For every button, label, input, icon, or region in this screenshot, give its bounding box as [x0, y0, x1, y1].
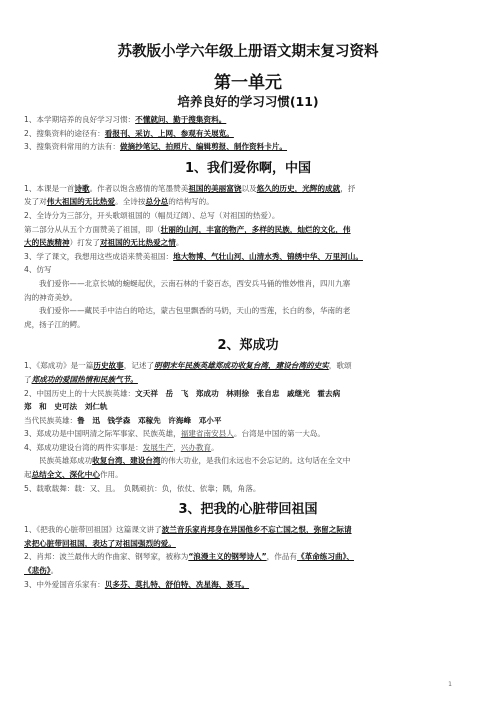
section-title-lesson-1: 1、我们爱你啊，中国: [184, 160, 312, 176]
section-title-lesson-3: 3、把我的心脏带回祖国: [178, 502, 318, 518]
answer: 求把心脏带回祖国，表达了对祖国强烈的爱。: [24, 538, 176, 548]
answer: 总结全文、深化中心: [31, 470, 100, 480]
habits-text: 1、本学期培养的良好学习习惯：: [24, 115, 136, 124]
text: ，作品有: [266, 552, 298, 562]
lesson2-line: [24, 414, 472, 428]
text: ，抒: [340, 183, 356, 193]
text: ）打发了: [69, 238, 100, 248]
answer: 《革命练习曲》、: [297, 552, 354, 562]
habits-answer: 做摘抄笔记、拍照片、编辑剪报、制作资料卡片。: [119, 142, 288, 152]
text: 3、中外爱国音乐家有：: [24, 579, 105, 589]
lesson3-line: [24, 550, 472, 564]
lesson2-line: [24, 441, 472, 455]
lesson1-line: [24, 195, 472, 209]
document-title: 苏教版小学六年级上册语文期末复习资料: [117, 44, 379, 60]
text: 第二部分从从五个方面赞美了祖国，即（: [24, 224, 161, 234]
unit-subtitle: 培养良好的学习习惯(11): [177, 94, 319, 109]
text: 以及: [241, 183, 257, 193]
page-number: 1: [448, 681, 452, 688]
habits-text: 3、搜集资料常用的方法有：: [24, 142, 120, 152]
lesson1-line: [24, 182, 472, 196]
answer: 历史故事: [93, 361, 124, 371]
text: 作用。: [99, 470, 123, 480]
answer: 鲁 迅 钱学森 邓稼先 许海峰 邓小平: [77, 415, 222, 425]
text: 。作者以饱含感情的笔墨赞美: [89, 183, 189, 193]
lesson2-line: [24, 387, 472, 401]
text: 。全诗按: [115, 197, 146, 207]
answer: 兴办教育: [180, 442, 212, 452]
answer: 文天祥 岳 飞 郑成功 林则徐 张自忠 戚继光 霍去病: [135, 388, 341, 398]
text: 1、本课是一首: [24, 183, 75, 193]
answer: 贝多芬、莫扎特、舒伯特、冼星海、聂耳。: [104, 579, 250, 589]
text: 。台湾是中国的第一大岛。: [233, 429, 325, 439]
unit-title: 第一单元: [214, 73, 282, 93]
habits-line-2: [24, 127, 472, 141]
text: 2、中国历史上的十大民族英雄：: [24, 388, 136, 398]
text: 。: [50, 566, 59, 576]
lesson1-line: [24, 250, 472, 264]
answer: 波兰音乐家肖邦身在异国他乡不忘亡国之恨，弥留之际请: [161, 525, 352, 535]
text: ，歌颂: [328, 361, 352, 371]
lesson1-line: [24, 223, 472, 237]
text: ，: [173, 442, 181, 452]
text: 发了对: [24, 197, 47, 207]
answer: 郑成功的爱国热情和民族气节。: [31, 374, 138, 384]
habits-line-1: [24, 113, 472, 127]
text: 起: [24, 470, 32, 480]
answer: 伟大祖国的无比热爱: [46, 197, 116, 207]
lesson1-line: 2、全诗分为三部分，开头歌颂祖国的（幅员辽阔）、总写（对祖国的热爱）。: [24, 210, 280, 220]
answer: 大的民族精神: [24, 238, 70, 248]
text: 2、肖邦：波兰最伟大的作曲家、钢琴家，被称为: [24, 552, 189, 562]
answer: 悠久的历史，光辉的成就: [256, 183, 341, 193]
lesson1-line: 我们爱你——北京长城的蜿蜒起伏，云南石林的千姿百态，西安兵马俑的惟妙惟肖，四川九寨: [39, 278, 351, 288]
lesson2-line: [24, 427, 472, 441]
lesson1-line: 我们爱你——藏民手中洁白的哈达，蒙古包里飘香的马奶，天山的雪莲，长白的参，华南的老: [39, 306, 351, 316]
answer: 对祖国的无比热爱之情: [99, 238, 176, 248]
text: 了: [24, 374, 32, 384]
text: 1、《把我的心脏带回祖国》这篇课文讲了: [24, 525, 162, 535]
lesson2-line: [24, 359, 472, 373]
lesson1-line: 4、仿写: [24, 265, 52, 275]
answer: 祖国的美丽富饶: [188, 183, 242, 193]
answer: 明朝末年民族英雄郑成功收复台湾，建设台湾的史实: [154, 361, 329, 371]
section-title-lesson-2: 2、郑成功: [217, 338, 279, 354]
answer: 福建省南安县人: [180, 429, 234, 439]
lesson2-line: [24, 373, 472, 387]
lesson2-line: [24, 468, 472, 482]
answer: 总分总: [145, 197, 169, 207]
text: 。: [211, 442, 219, 452]
answer: 地大物博、气壮山河、山清水秀、锦绣中华、万里河山。: [173, 251, 363, 261]
answer: 诗歌: [74, 183, 90, 193]
text: 当代民族英雄：: [24, 415, 78, 425]
lesson1-line: [24, 236, 472, 250]
lesson3-line: [24, 523, 472, 537]
answer: 《悲伤》: [24, 566, 51, 576]
text: 的结构写的。: [168, 197, 214, 207]
habits-line-3: [24, 140, 472, 154]
lesson3-line: [24, 578, 472, 592]
lesson3-line: [24, 564, 472, 578]
lesson2-line: 郑 和 史可法 刘仁轨: [24, 402, 108, 412]
lesson2-line: [24, 454, 472, 468]
answer: 壮丽的山河，丰富的物产，多样的民族，灿烂的文化，伟: [160, 224, 351, 234]
answer: 收复台湾、建设台湾: [92, 456, 161, 466]
text: ，记述了: [123, 361, 155, 371]
answer: 发展生产: [142, 442, 174, 452]
text: 1、《郑成功》是一篇: [24, 361, 94, 371]
lesson2-line: 5、载歌载舞：载：又、且。 负隅顽抗：负，依仗、依靠；隅，角落。: [24, 483, 261, 493]
lesson3-line: [24, 537, 472, 551]
habits-text: 2、搜集资料的途径有：: [24, 128, 105, 138]
lesson1-line: 沟的神奇美妙。: [24, 292, 78, 302]
text: 4、郑成功建设台湾的两件实事是：: [24, 442, 143, 452]
text: 民族英雄郑成功: [39, 456, 93, 466]
text: 的伟大功业，是我们永远也不会忘记的。这句话在全文中: [160, 456, 351, 466]
text: 。: [175, 238, 184, 248]
text: 3、郑成功是中国明清之际军事家、民族英雄，: [24, 429, 181, 439]
lesson1-line: 虎，扬子江的鳄。: [24, 319, 85, 329]
answer: “浪漫主义的钢琴诗人”: [188, 552, 267, 562]
text: 3、学了课文，我想用这些成语来赞美祖国：: [24, 251, 174, 261]
habits-answer: 不懂就问、勤于搜集资料。: [135, 115, 227, 124]
habits-answer: 看报刊、采访、上网、参观有关展览。: [104, 128, 234, 138]
